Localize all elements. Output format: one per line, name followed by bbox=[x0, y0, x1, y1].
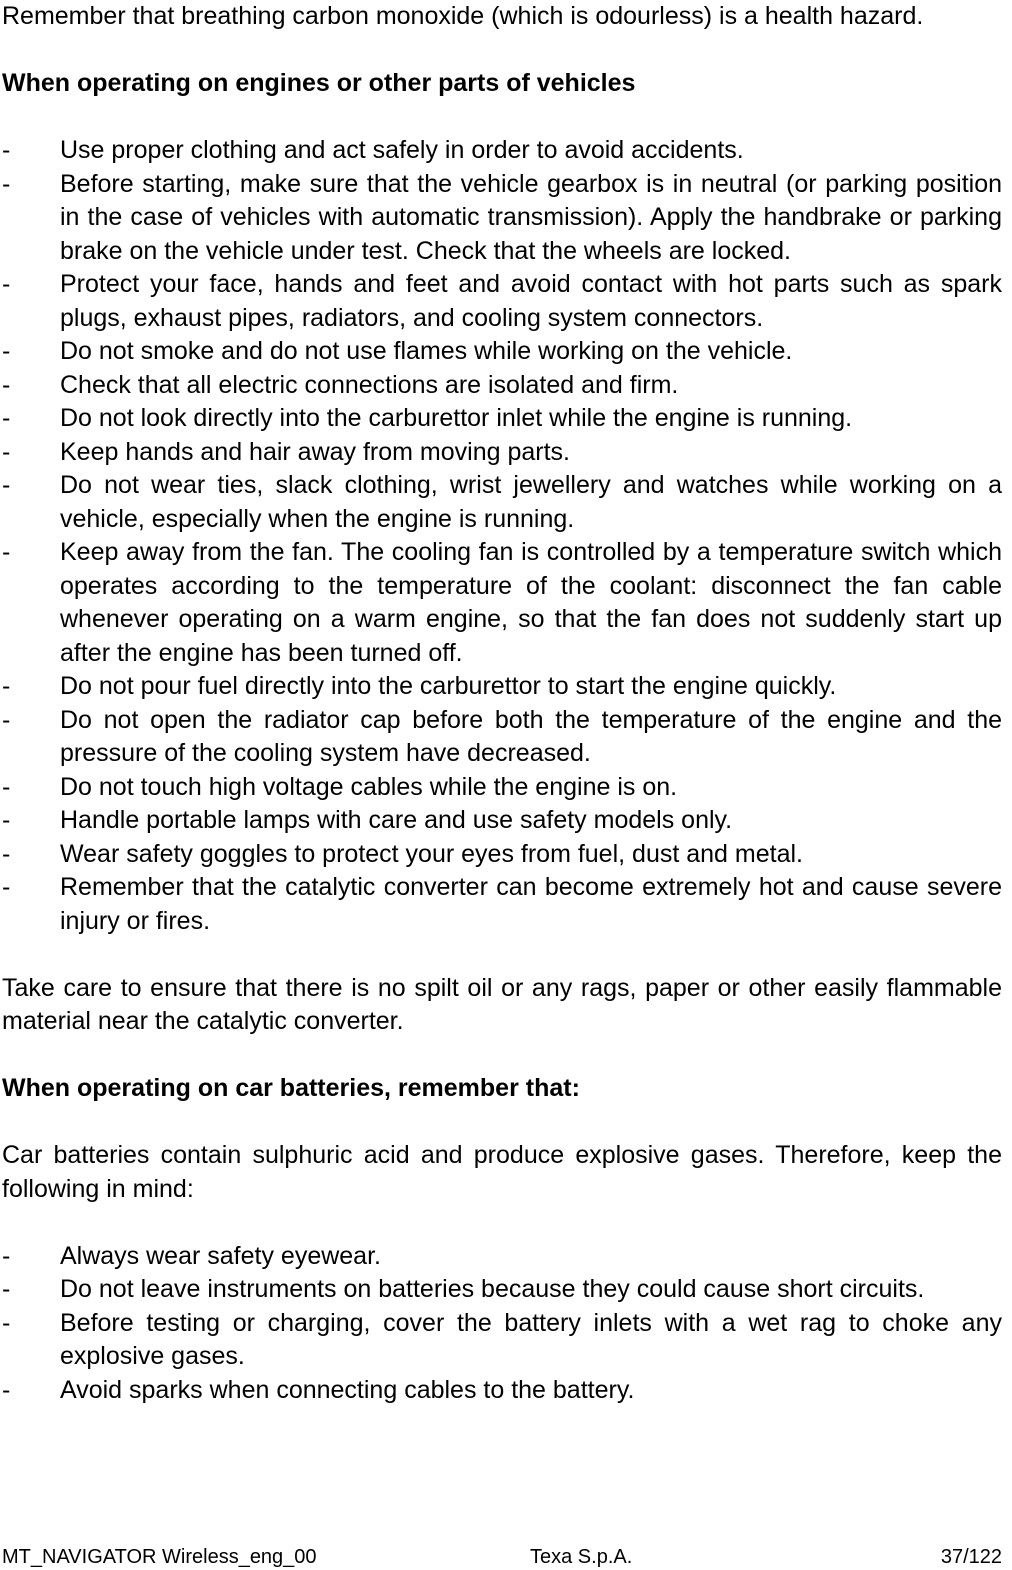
list-item-text: Do not look directly into the carburettor inlet while the engine is running. bbox=[60, 404, 853, 432]
list-item-text: Wear safety goggles to protect your eyes from fuel, dust and metal. bbox=[60, 839, 803, 868]
batteries-intro-paragraph: Car batteries contain sulphuric acid and produce explosive gases. Therefore, keep the following in mind: bbox=[2, 1141, 1002, 1203]
list-item bbox=[2, 838, 1002, 872]
spacer bbox=[2, 101, 1002, 135]
bullet-dash: - bbox=[2, 1308, 11, 1337]
list-item bbox=[2, 168, 1002, 269]
bullet-dash: - bbox=[2, 772, 11, 801]
list-item-text: Keep away from the fan. The cooling fan is controlled by a temperature switch which operates according to the temperature of the coolant: disconnect the fan cable whenever operating on a warm engine, so that the fan does not suddenly start up after the engine has been turned off. bbox=[60, 538, 1002, 667]
list-item-text: Do not touch high voltage cables while the engine is on. bbox=[60, 772, 678, 801]
page-body bbox=[2, 0, 1002, 1407]
bullet-dash: - bbox=[2, 1241, 11, 1270]
list-item bbox=[2, 871, 1002, 938]
page-footer bbox=[2, 1545, 1002, 1569]
list-item-text: Do not smoke and do not use flames while working on the vehicle. bbox=[60, 337, 793, 365]
engine-safety-list bbox=[2, 134, 1002, 938]
bullet-dash: - bbox=[2, 270, 11, 298]
footer-company: Texa S.p.A. bbox=[530, 1546, 633, 1568]
bullet-dash: - bbox=[2, 337, 11, 365]
bullet-dash: - bbox=[2, 169, 11, 198]
bullet-dash: - bbox=[2, 1275, 11, 1303]
list-item-text: Handle portable lamps with care and use safety models only. bbox=[60, 806, 733, 834]
list-item bbox=[2, 1374, 1002, 1408]
list-item bbox=[2, 335, 1002, 369]
spacer bbox=[2, 938, 1002, 972]
battery-safety-list bbox=[2, 1240, 1002, 1408]
bullet-dash: - bbox=[2, 404, 11, 432]
bullet-dash: - bbox=[2, 672, 11, 700]
list-item bbox=[2, 771, 1002, 805]
bullet-dash: - bbox=[2, 873, 11, 901]
bullet-dash: - bbox=[2, 437, 11, 466]
list-item-text: Before starting, make sure that the vehicle gearbox is in neutral (or parking position in the case of vehicles with automatic transmission). Apply the handbrake or parking brake on the vehicle under test. Check that the wheels are locked. bbox=[60, 169, 1002, 265]
bullet-dash: - bbox=[2, 1375, 11, 1404]
list-item-text: Before testing or charging, cover the battery inlets with a wet rag to choke any explosive gases. bbox=[60, 1308, 1002, 1370]
bullet-dash: - bbox=[2, 471, 11, 499]
bullet-dash: - bbox=[2, 839, 11, 868]
list-item bbox=[2, 704, 1002, 771]
bullet-dash: - bbox=[2, 705, 11, 734]
spacer bbox=[2, 34, 1002, 68]
footer-page-number: 37/122 bbox=[940, 1546, 1002, 1568]
list-item-text: Always wear safety eyewear. bbox=[60, 1241, 381, 1270]
list-item bbox=[2, 1240, 1002, 1274]
catalytic-note-paragraph: Take care to ensure that there is no spilt oil or any rags, paper or other easily flammable material near the catalytic converter. bbox=[2, 973, 1002, 1035]
list-item-text: Protect your face, hands and feet and avoid contact with hot parts such as spark plugs, exhaust pipes, radiators, and cooling system connectors. bbox=[60, 270, 1002, 332]
list-item-text: Remember that the catalytic converter can become extremely hot and cause severe injury or fires. bbox=[60, 873, 1002, 935]
bullet-dash: - bbox=[2, 136, 11, 164]
list-item-text: Use proper clothing and act safely in order to avoid accidents. bbox=[60, 136, 744, 164]
section-heading-batteries: When operating on car batteries, remember that: bbox=[2, 1074, 580, 1102]
intro-paragraph: Remember that breathing carbon monoxide (which is odourless) is a health hazard. bbox=[2, 2, 924, 30]
list-item bbox=[2, 134, 1002, 168]
list-item bbox=[2, 436, 1002, 470]
list-item bbox=[2, 402, 1002, 436]
spacer bbox=[2, 1206, 1002, 1240]
footer-document-name: MT_NAVIGATOR Wireless_eng_00 bbox=[2, 1546, 317, 1568]
list-item-text: Do not pour fuel directly into the carburettor to start the engine quickly. bbox=[60, 672, 837, 700]
list-item bbox=[2, 369, 1002, 403]
bullet-dash: - bbox=[2, 538, 11, 566]
list-item-text: Keep hands and hair away from moving parts. bbox=[60, 437, 570, 466]
list-item-text: Do not open the radiator cap before both the temperature of the engine and the pressure of the cooling system have decreased. bbox=[60, 705, 1002, 767]
list-item bbox=[2, 670, 1002, 704]
list-item bbox=[2, 1307, 1002, 1374]
list-item bbox=[2, 536, 1002, 670]
list-item bbox=[2, 268, 1002, 335]
list-item-text: Do not wear ties, slack clothing, wrist jewellery and watches while working on a vehicle, especially when the engine is running. bbox=[60, 471, 1002, 533]
spacer bbox=[2, 1106, 1002, 1140]
list-item-text: Check that all electric connections are isolated and firm. bbox=[60, 370, 679, 399]
spacer bbox=[2, 1039, 1002, 1073]
section-heading-engines: When operating on engines or other parts of vehicles bbox=[2, 69, 636, 97]
bullet-dash: - bbox=[2, 806, 11, 834]
list-item bbox=[2, 1273, 1002, 1307]
list-item bbox=[2, 469, 1002, 536]
list-item bbox=[2, 804, 1002, 838]
list-item-text: Do not leave instruments on batteries because they could cause short circuits. bbox=[60, 1275, 925, 1303]
list-item-text: Avoid sparks when connecting cables to the battery. bbox=[60, 1375, 635, 1404]
bullet-dash: - bbox=[2, 370, 11, 399]
